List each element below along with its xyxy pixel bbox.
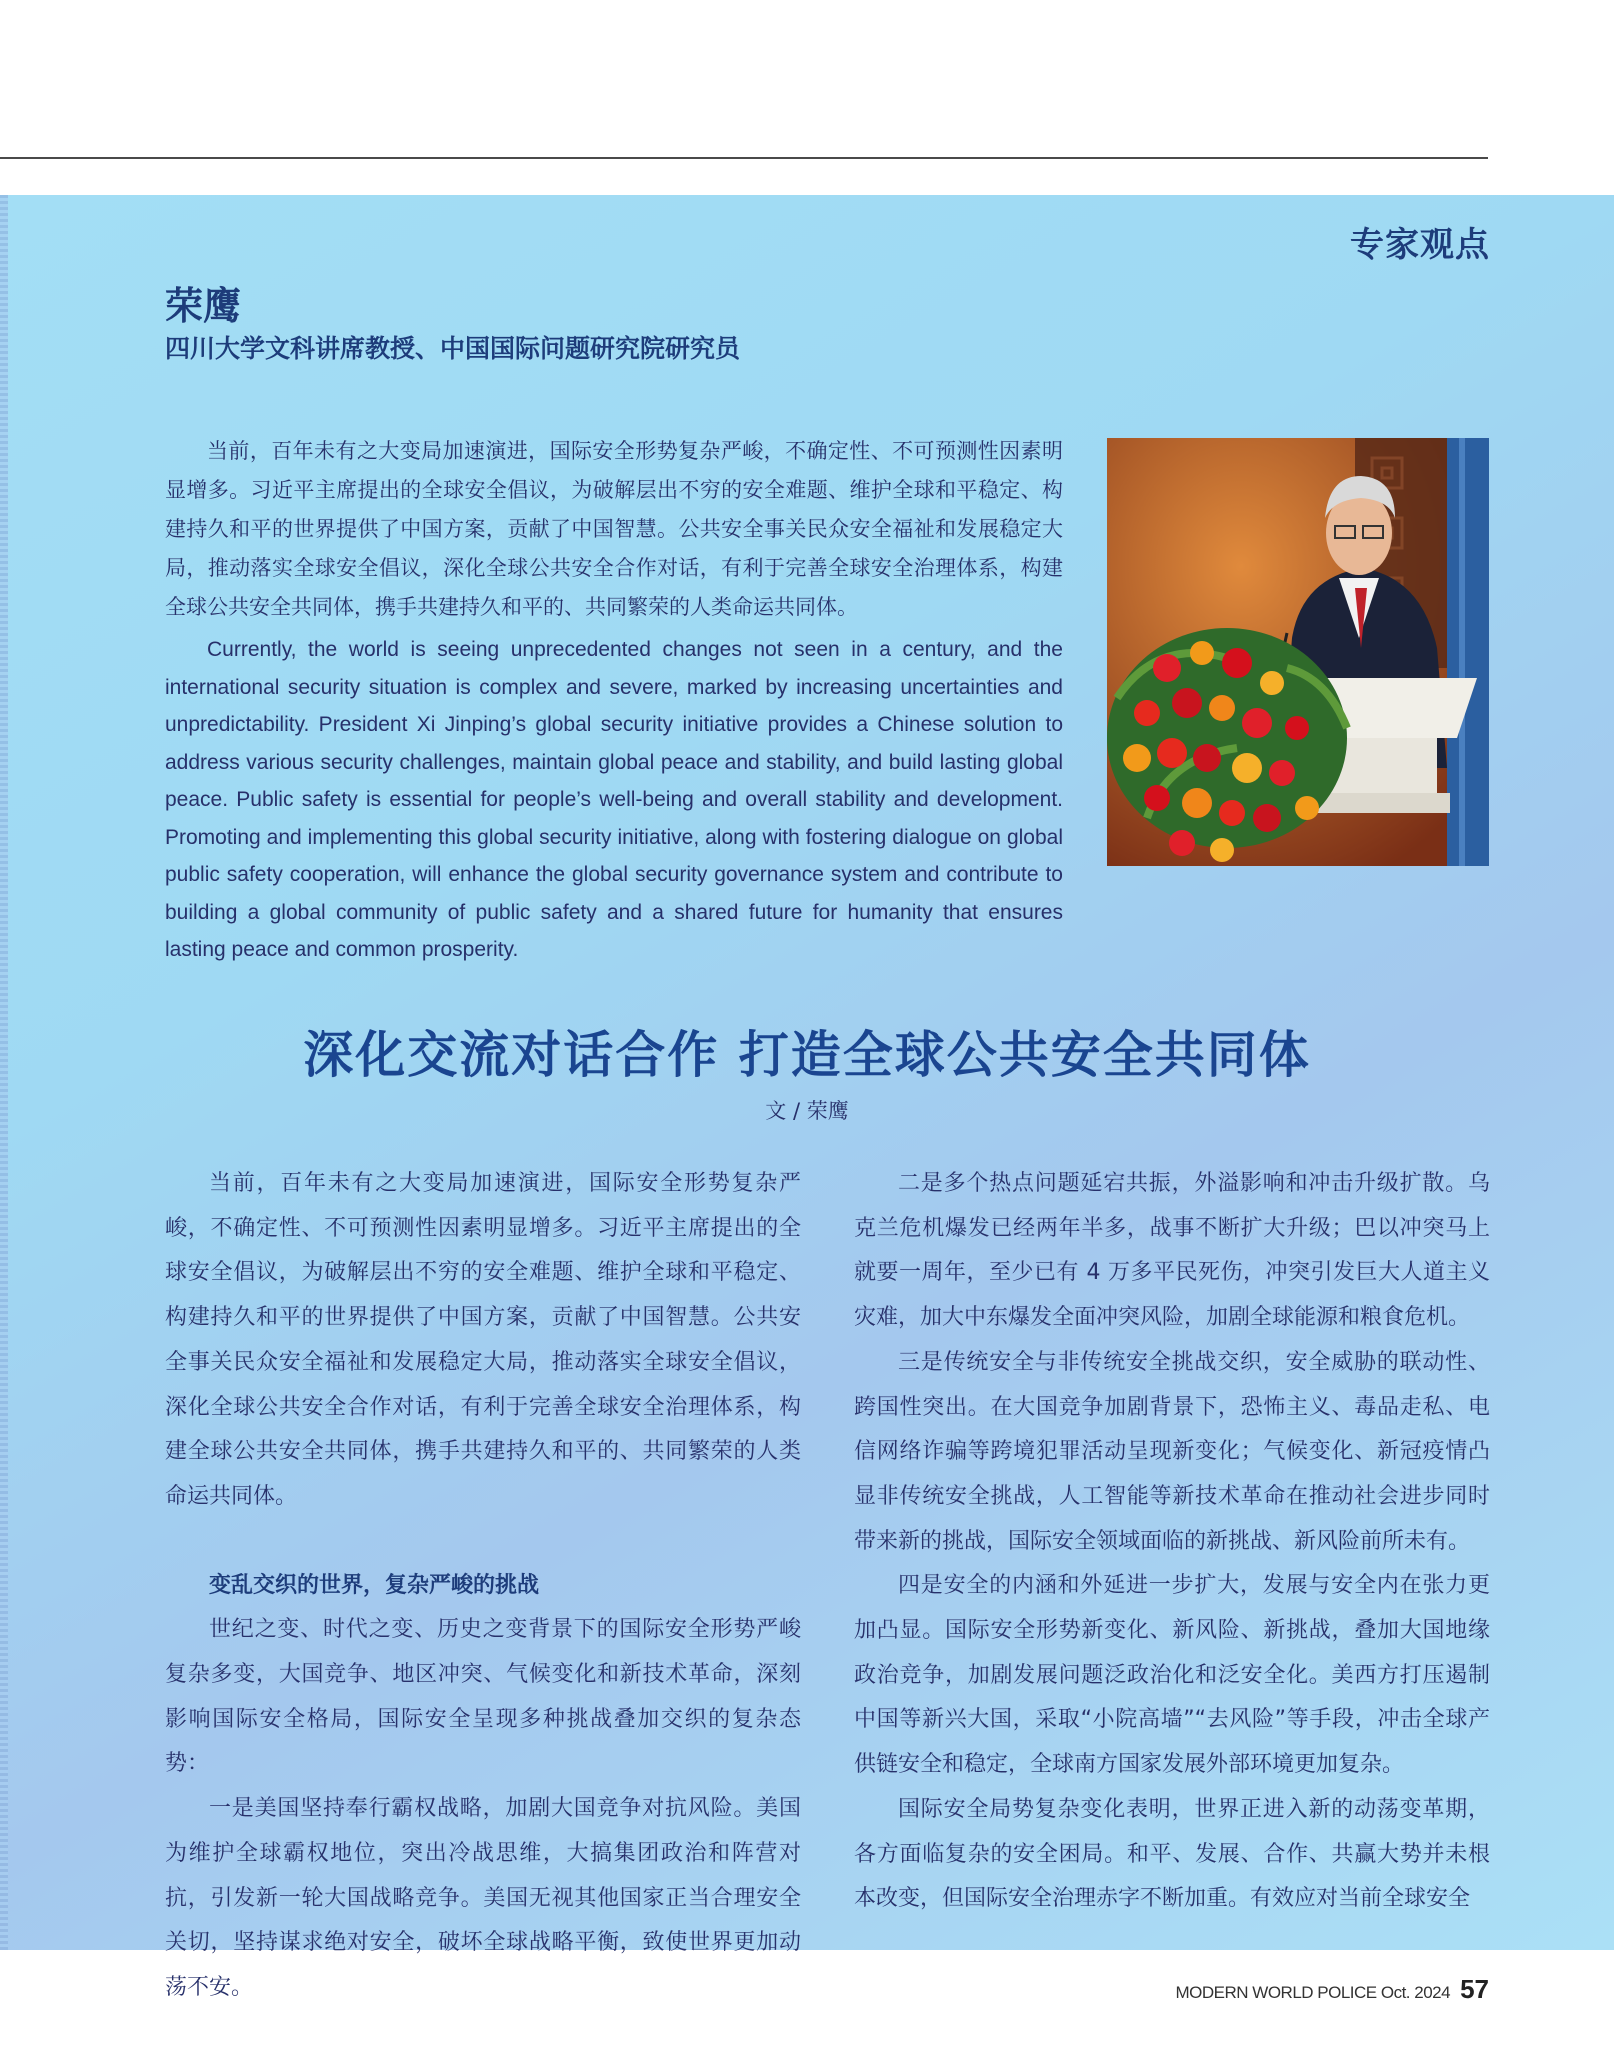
paragraph: 四是安全的内涵和外延进一步扩大，发展与安全内在张力更加凸显。国际安全形势新变化、新风险、新挑战，叠加大国地缘政治竞争，加剧发展问题泛政治化和泛安全化。美西方打压遏制中国等新兴大国，采取“小院高墙”“去风险”等手段，冲击全球产供链安全和稳定，全球南方国家发展外部环境更加复杂。	[854, 1573, 1490, 1778]
article-column-right	[854, 1162, 1490, 1922]
paragraph: 一是美国坚持奉行霸权战略，加剧大国竞争对抗风险。美国为维护全球霸权地位，突出冷战思维，大搞集团政治和阵营对抗，引发新一轮大国战略竞争。美国无视其他国家正当合理安全关切，坚持谋求绝对安全，破坏全球战略平衡，致使世界更加动荡不安。	[165, 1796, 801, 2000]
page-number: 57	[1460, 1974, 1489, 2004]
article-title: 深化交流对话合作 打造全球公共安全共同体	[303, 1026, 1311, 1084]
author-photo	[1107, 438, 1489, 866]
section-tag: 专家观点	[1350, 225, 1490, 265]
paragraph: 世纪之变、时代之变、历史之变背景下的国际安全形势严峻复杂多变，大国竞争、地区冲突、气候变化和新技术革命，深刻影响国际安全格局，国际安全呈现多种挑战叠加交织的复杂态势：	[165, 1617, 801, 1777]
paragraph: 三是传统安全与非传统安全挑战交织，安全威胁的联动性、跨国性突出。在大国竞争加剧背景下，恐怖主义、毒品走私、电信网络诈骗等跨境犯罪活动呈现新变化；气候变化、新冠疫情凸显非传统安全挑战，人工智能等新技术革命在推动社会进步同时带来新的挑战，国际安全领域面临的新挑战、新风险前所未有。	[854, 1349, 1490, 1554]
intro-chinese: 当前，百年未有之大变局加速演进，国际安全形势复杂严峻，不确定性、不可预测性因素明显增多。习近平主席提出的全球安全倡议，为破解层出不穷的安全难题、维护全球和平稳定、构建持久和平的世界提供了中国方案，贡献了中国智慧。公共安全事关民众安全福祉和发展稳定大局，推动落实全球安全倡议，深化全球公共安全合作对话，有利于完善全球安全治理体系，构建全球公共安全共同体，携手共建持久和平的、共同繁荣的人类命运共同体。	[165, 439, 1063, 619]
header-rule	[0, 157, 1488, 159]
speaker-at-podium-image	[1107, 438, 1489, 866]
article-column-left	[165, 1162, 801, 2011]
section-subheading: 变乱交织的世界，复杂严峻的挑战	[209, 1572, 540, 1598]
author-intro	[165, 432, 1063, 969]
page-footer	[1176, 1974, 1490, 2005]
paragraph: 二是多个热点问题延宕共振，外溢影响和冲击升级扩散。乌克兰危机爆发已经两年半多，战事不断扩大升级；巴以冲突马上就要一周年，至少已有 4 万多平民死伤，冲突引发巨大人道主义灾难，加大中东爆发全面冲突风险，加剧全球能源和粮食危机。	[854, 1171, 1490, 1331]
paragraph: 当前，百年未有之大变局加速演进，国际安全形势复杂严峻，不确定性、不可预测性因素明显增多。习近平主席提出的全球安全倡议，为破解层出不穷的安全难题、维护全球和平稳定、构建持久和平的世界提供了中国方案，贡献了中国智慧。公共安全事关民众安全福祉和发展稳定大局，推动落实全球安全倡议，深化全球公共安全合作对话，有利于完善全球安全治理体系，构建全球公共安全共同体，携手共建持久和平的、共同繁荣的人类命运共同体。	[165, 1171, 801, 1509]
article-byline: 文 / 荣鹰	[765, 1099, 849, 1123]
paragraph: 国际安全局势复杂变化表明，世界正进入新的动荡变革期，各方面临复杂的安全困局。和平、发展、合作、共赢大势并未根本改变，但国际安全治理赤字不断加重。有效应对当前全球安全	[854, 1796, 1490, 1912]
intro-english: Currently, the world is seeing unprecedented changes not seen in a century, and the international security situation is complex and severe, marked by increasing uncertainties and unpredictability. President Xi Jinping’s global security initiative provides a Chinese solution to address various security challenges, maintain global peace and stability, and build lasting global peace. Public safety is essential for people’s well-being and overall stability and development. Promoting and implementing this global security initiative, along with fostering dialogue on global public safety cooperation, will enhance the global security governance system and contribute to building a global community of public safety and a shared future for humanity that ensures lasting peace and common prosperity.	[165, 638, 1063, 961]
author-name: 荣鹰	[165, 284, 242, 328]
magazine-name: MODERN WORLD POLICE Oct. 2024	[1175, 1983, 1451, 2002]
author-title: 四川大学文科讲席教授、中国国际问题研究院研究员	[165, 334, 741, 363]
